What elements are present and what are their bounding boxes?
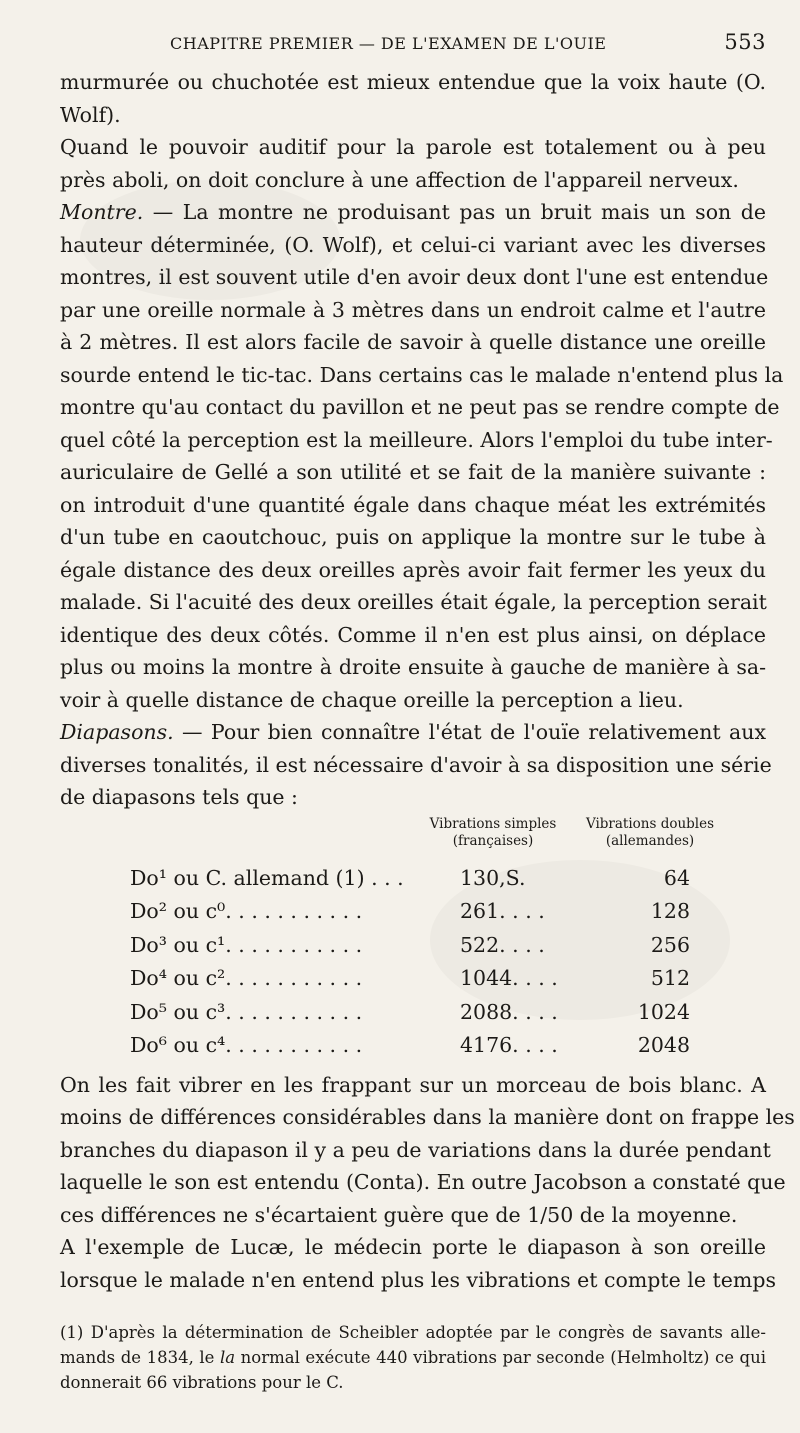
line-text: d'un tube en caoutchouc, puis on applique la montre sur le tube à [60, 525, 766, 549]
col-simple-header [428, 816, 558, 850]
line-text: — La montre ne produisant pas un bruit mais un son de [143, 200, 766, 224]
main-text [60, 66, 795, 1296]
paragraph [60, 1231, 776, 1296]
text-line [60, 1199, 766, 1232]
header-line: Vibrations simples [429, 815, 557, 832]
table-row [60, 862, 766, 896]
line-text: on introduit d'une quantité égale dans chaque méat les extrémités [60, 492, 766, 517]
note-label: Do⁴ ou c². . . . . . . . . . . [130, 966, 363, 990]
text-line [60, 521, 766, 554]
line-text: montre qu'au contact du pavillon et ne peut pas se rendre compte de [60, 395, 780, 419]
header-line: (françaises) [452, 832, 534, 849]
text-line [60, 554, 766, 587]
text-line [60, 261, 769, 294]
footnote [60, 1320, 766, 1395]
line-text: malade. Si l'acuité des deux oreilles était égale, la perception serait [60, 590, 767, 614]
double-vibrations: 512 [650, 966, 690, 990]
line-text: montres, il est souvent utile d'en avoir deux dont l'une est entendue [60, 265, 769, 289]
line-text: A l'exemple de Lucæ, le médecin porte le diapason à son oreille [60, 1235, 766, 1259]
line-text: ces différences ne s'écartaient guère que de 1/50 de la moyenne. [60, 1202, 738, 1227]
footnote-text-part2: normal exécute 440 vibrations par seconde (Helmholtz) ce qui donnerait 66 vibrations pour le C. [60, 1348, 766, 1392]
line-text: diverses tonalités, il est nécessaire d'avoir à sa disposition une série [60, 752, 772, 777]
simple-vibrations: 1044. . . . [460, 966, 558, 990]
line-text: égale distance des deux oreilles après avoir fait fermer les yeux du [60, 557, 766, 582]
paragraph-lead: Diapasons. [60, 720, 174, 744]
text-line [60, 1101, 795, 1134]
table-header [60, 814, 766, 862]
col-double-header [580, 816, 720, 850]
line-text: auriculaire de Gellé a son utilité et se fait de la manière suivante : [60, 460, 766, 484]
text-line [60, 619, 766, 652]
line-text: près aboli, on doit conclure à une affection de l'appareil nerveux. [60, 167, 739, 192]
table-row [60, 996, 766, 1030]
note-label: Do³ ou c¹. . . . . . . . . . . [130, 932, 363, 957]
text-line [60, 99, 766, 132]
line-text: murmurée ou chuchotée est mieux entendue que la voix haute (O. [60, 70, 766, 94]
header-line: (allemandes) [605, 832, 695, 849]
text-line [60, 1069, 766, 1102]
footnote-italic-la: la [219, 1348, 236, 1367]
line-text: de diapasons tels que : [60, 785, 298, 809]
simple-vibrations: 522. . . . [460, 932, 545, 957]
table-row [60, 962, 766, 996]
note-label: Do¹ ou C. allemand (1) . . . [130, 865, 404, 890]
text-line [60, 1166, 786, 1199]
note-label: Do⁶ ou c⁴. . . . . . . . . . . [130, 1033, 363, 1057]
line-text: voir à quelle distance de chaque oreille la perception a lieu. [60, 687, 684, 712]
double-vibrations: 256 [650, 932, 690, 957]
text-line [60, 391, 780, 424]
text-line [60, 1134, 771, 1167]
footnote-marker: (1) [60, 1323, 84, 1342]
text-line [60, 424, 773, 457]
text-line [60, 164, 766, 197]
line-text: laquelle le son est entendu (Conta). En outre Jacobson a constaté que [60, 1170, 786, 1194]
text-line [60, 294, 766, 327]
text-line [60, 229, 766, 262]
note-label: Do² ou c⁰. . . . . . . . . . . [130, 899, 363, 923]
line-text: lorsque le malade n'en entend plus les vibrations et compte le temps [60, 1267, 776, 1292]
line-text: moins de différences considérables dans la manière dont on frappe les [60, 1105, 795, 1129]
simple-vibrations: 130,S. [460, 865, 526, 890]
double-vibrations: 2048 [637, 1033, 690, 1057]
double-vibrations: 1024 [637, 999, 690, 1024]
note-label: Do⁵ ou c³. . . . . . . . . . . [130, 999, 363, 1024]
line-text: Quand le pouvoir auditif pour la parole est totalement ou à peu [60, 135, 766, 159]
table-row [60, 895, 766, 929]
running-title: CHAPITRE PREMIER — DE L'EXAMEN DE L'OUIE [170, 34, 607, 53]
line-text: Wolf). [60, 102, 121, 127]
paragraph [60, 131, 766, 196]
text-line [60, 651, 766, 684]
text-line [60, 716, 766, 749]
table-row [60, 929, 766, 963]
text-line [60, 749, 772, 782]
text-line [60, 489, 766, 522]
paragraph [60, 1069, 795, 1232]
line-text: — Pour bien connaître l'état de l'ouïe relativement aux [173, 720, 766, 744]
line-text: identique des deux côtés. Comme il n'en est plus ainsi, on déplace [60, 622, 766, 647]
line-text: branches du diapason il y a peu de variations dans la durée pendant [60, 1137, 771, 1162]
line-text: sourde entend le tic-tac. Dans certains cas le malade n'entend plus la [60, 362, 784, 387]
text-line [60, 586, 766, 619]
double-vibrations: 128 [650, 899, 690, 923]
text-line [60, 326, 766, 359]
paragraph-lead: Montre. [60, 200, 144, 224]
double-vibrations: 64 [663, 865, 690, 890]
text-line [60, 781, 766, 814]
text-line [60, 359, 784, 392]
header-line: Vibrations doubles [585, 815, 715, 832]
simple-vibrations: 4176. . . . [460, 1033, 558, 1057]
text-line [60, 1264, 776, 1297]
footnote-text-part1: D'après la détermination de Scheibler adoptée par le congrès de savants alle-mands de 1834, le [60, 1323, 766, 1367]
table-row [60, 1029, 766, 1063]
paragraph [60, 196, 784, 716]
text-line [60, 66, 766, 99]
running-header [60, 30, 772, 60]
text-line [60, 1231, 766, 1264]
text-line [60, 684, 766, 717]
paragraph [60, 716, 772, 814]
line-text: à 2 mètres. Il est alors facile de savoir à quelle distance une oreille [60, 330, 766, 354]
text-line [60, 456, 766, 489]
line-text: plus ou moins la montre à droite ensuite à gauche de manière à sa- [60, 655, 766, 679]
page-number: 553 [724, 30, 766, 54]
paragraph [60, 66, 766, 131]
line-text: par une oreille normale à 3 mètres dans un endroit calme et l'autre [60, 297, 766, 322]
text-line [60, 196, 766, 229]
line-text: hauteur déterminée, (O. Wolf), et celui-ci variant avec les diverses [60, 232, 766, 257]
line-text: quel côté la perception est la meilleure. Alors l'emploi du tube inter- [60, 427, 773, 452]
simple-vibrations: 2088. . . . [460, 999, 558, 1024]
line-text: On les fait vibrer en les frappant sur un morceau de bois blanc. A [60, 1072, 766, 1097]
text-line [60, 131, 766, 164]
simple-vibrations: 261. . . . [460, 899, 545, 923]
